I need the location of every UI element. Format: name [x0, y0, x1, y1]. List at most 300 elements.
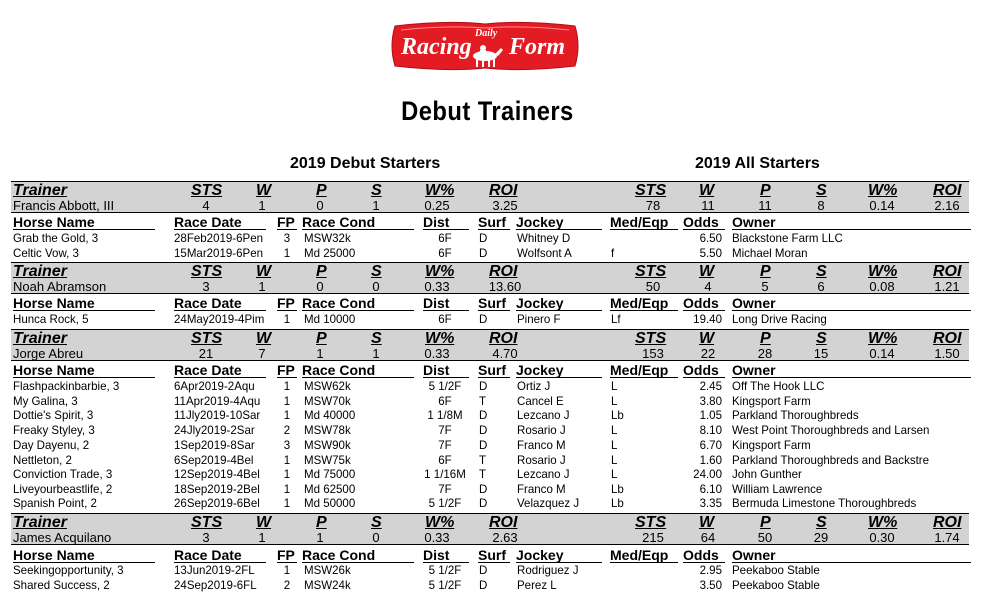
med-eqp: L	[611, 467, 618, 481]
race-condition: Md 50000	[304, 496, 356, 510]
surface: D	[479, 246, 488, 260]
surface: D	[479, 563, 488, 577]
distance: 7F	[438, 438, 452, 452]
odds: 6.10	[699, 482, 722, 496]
odds: 1.60	[699, 453, 722, 467]
odds-header: Odds	[683, 295, 719, 311]
med-eqp: L	[611, 423, 618, 437]
horse-row	[11, 467, 971, 482]
med-eqp-header: Med/Eqp	[610, 547, 669, 563]
debut-s: 0	[372, 530, 380, 545]
jockey: Perez L	[517, 578, 557, 592]
trainer-header-label: Trainer	[13, 514, 67, 531]
trainer-header-label: Trainer	[13, 263, 67, 280]
race-cond-header: Race Cond	[302, 295, 376, 311]
owner-header: Owner	[732, 362, 776, 378]
surface: D	[479, 423, 488, 437]
owner-header: Owner	[732, 214, 776, 230]
jockey: Rodriguez J	[517, 563, 579, 577]
debut-roi: 13.60	[488, 279, 522, 294]
race-condition: Md 10000	[304, 312, 356, 326]
race-date: 26Sep2019-6Bel	[174, 496, 260, 510]
med-eqp: L	[611, 453, 618, 467]
debut-s-header: S	[371, 182, 382, 199]
all-sts: 78	[645, 198, 661, 213]
debut-w: 1	[258, 198, 266, 213]
odds: 24.00	[693, 467, 722, 481]
debut-s-header: S	[371, 330, 382, 347]
surface: T	[479, 467, 487, 481]
distance: 5 1/2F	[428, 563, 462, 577]
all-s: 8	[817, 198, 825, 213]
race-date-header: Race Date	[174, 214, 242, 230]
all-s: 6	[817, 279, 825, 294]
race-condition: MSW78k	[304, 423, 351, 437]
horse-name: Spanish Point, 2	[13, 496, 97, 510]
owner: Parkland Thoroughbreds	[732, 408, 859, 422]
horse-name-header: Horse Name	[13, 214, 95, 230]
debut-sts: 21	[198, 346, 214, 361]
owner: William Lawrence	[732, 482, 823, 496]
all-w-header: W	[699, 330, 715, 347]
race-cond-header: Race Cond	[302, 214, 376, 230]
odds: 1.05	[699, 408, 722, 422]
race-date: 13Jun2019-2FL	[174, 563, 255, 577]
all-p: 11	[758, 198, 772, 213]
all-w: 22	[700, 346, 716, 361]
med-eqp: Lb	[611, 482, 624, 496]
jockey: Wolfsont A	[517, 246, 572, 260]
med-eqp: Lb	[611, 496, 624, 510]
all-wpct-header: W%	[868, 182, 898, 199]
owner: Off The Hook LLC	[732, 379, 825, 393]
debut-p-header: P	[316, 514, 327, 531]
surface: D	[479, 438, 488, 452]
horse-name: Seekingopportunity, 3	[13, 563, 124, 577]
race-condition: MSW24k	[304, 578, 351, 592]
odds: 3.50	[699, 578, 722, 592]
debut-wpct: 0.33	[424, 530, 450, 545]
debut-w-header: W	[256, 514, 272, 531]
debut-sts: 3	[202, 279, 210, 294]
odds: 6.70	[699, 438, 722, 452]
odds: 6.50	[699, 231, 722, 245]
odds-header: Odds	[683, 214, 719, 230]
horse-name: Liveyourbeastlife, 2	[13, 482, 113, 496]
debut-s: 1	[372, 198, 380, 213]
surface: D	[479, 482, 488, 496]
debut-wpct: 0.25	[424, 198, 450, 213]
owner: Kingsport Farm	[732, 394, 811, 408]
med-eqp: L	[611, 394, 618, 408]
horse-name: Grab the Gold, 3	[13, 231, 99, 245]
surface: D	[479, 379, 488, 393]
jockey-header: Jockey	[516, 214, 564, 230]
debut-wpct: 0.33	[424, 346, 450, 361]
debut-sts-header: STS	[191, 263, 223, 280]
distance: 7F	[438, 482, 452, 496]
jockey: Rosario J	[517, 453, 566, 467]
jockey: Ortiz J	[517, 379, 551, 393]
debut-roi-header: ROI	[489, 182, 518, 199]
debut-roi: 4.70	[492, 346, 518, 361]
distance: 6F	[438, 453, 452, 467]
horse-header-row	[11, 362, 971, 378]
trainer-row	[11, 262, 969, 294]
odds: 2.45	[699, 379, 722, 393]
distance: 6F	[438, 231, 452, 245]
trainer-header-label: Trainer	[13, 330, 67, 347]
all-sts-header: STS	[635, 182, 667, 199]
owner: John Gunther	[732, 467, 802, 481]
distance: 6F	[438, 246, 452, 260]
distance: 5 1/2F	[428, 496, 462, 510]
all-p: 28	[757, 346, 773, 361]
debut-w: 1	[258, 279, 266, 294]
dist-header: Dist	[423, 547, 450, 563]
trainer-row	[11, 181, 969, 213]
debut-s-header: S	[371, 263, 382, 280]
race-date: 12Sep2019-4Bel	[174, 467, 260, 481]
race-date-header: Race Date	[174, 547, 242, 563]
debut-s-header: S	[371, 514, 382, 531]
all-s-header: S	[816, 263, 827, 280]
odds: 3.80	[699, 394, 722, 408]
surface: T	[479, 453, 487, 467]
all-w: 11	[701, 198, 715, 213]
all-p-header: P	[760, 514, 771, 531]
all-sts-header: STS	[635, 263, 667, 280]
race-cond-header: Race Cond	[302, 547, 376, 563]
owner: Peekaboo Stable	[732, 578, 820, 592]
surf-header: Surf	[478, 214, 506, 230]
all-w: 64	[700, 530, 716, 545]
surface: T	[479, 394, 487, 408]
all-roi: 1.50	[934, 346, 960, 361]
owner: Michael Moran	[732, 246, 808, 260]
race-date: 11Apr2019-4Aqu	[174, 394, 261, 408]
race-date: 11Jly2019-10Sar	[174, 408, 261, 422]
debut-roi: 3.25	[492, 198, 518, 213]
fp-header: FP	[277, 295, 295, 311]
finish-position: 1	[283, 394, 291, 408]
finish-position: 1	[283, 482, 291, 496]
debut-wpct-header: W%	[425, 330, 455, 347]
finish-position: 1	[283, 379, 291, 393]
trainer-row	[11, 513, 969, 545]
odds-header: Odds	[683, 547, 719, 563]
jockey-header: Jockey	[516, 362, 564, 378]
race-condition: Md 25000	[304, 246, 356, 260]
jockey: Rosario J	[517, 423, 566, 437]
jockey: Lezcano J	[517, 467, 570, 481]
debut-sts: 4	[202, 198, 210, 213]
distance: 7F	[438, 423, 452, 437]
race-date-header: Race Date	[174, 362, 242, 378]
med-eqp: Lf	[611, 312, 621, 326]
all-sts: 215	[642, 530, 664, 545]
odds: 19.40	[693, 312, 722, 326]
distance: 1 1/16M	[424, 467, 466, 481]
jockey-header: Jockey	[516, 295, 564, 311]
owner: Peekaboo Stable	[732, 563, 820, 577]
surface: D	[479, 578, 488, 592]
all-w-header: W	[699, 514, 715, 531]
odds: 2.95	[699, 563, 722, 577]
horse-row	[11, 453, 971, 468]
dist-header: Dist	[423, 295, 450, 311]
horse-name: Celtic Vow, 3	[13, 246, 79, 260]
race-date: 15Mar2019-6Pen	[174, 246, 264, 260]
surface: D	[479, 496, 488, 510]
page-title: Debut Trainers	[401, 96, 574, 126]
race-condition: MSW62k	[304, 379, 351, 393]
finish-position: 2	[283, 578, 291, 592]
owner: Kingsport Farm	[732, 438, 811, 452]
race-cond-header: Race Cond	[302, 362, 376, 378]
horse-name: Day Dayenu, 2	[13, 438, 90, 452]
finish-position: 3	[283, 231, 291, 245]
race-condition: Md 75000	[304, 467, 356, 481]
finish-position: 1	[283, 246, 291, 260]
med-eqp-header: Med/Eqp	[610, 214, 669, 230]
all-w-header: W	[699, 263, 715, 280]
finish-position: 1	[283, 467, 291, 481]
distance: 6F	[438, 312, 452, 326]
horse-row	[11, 246, 971, 261]
all-sts: 153	[642, 346, 664, 361]
jockey: Franco M	[517, 438, 566, 452]
debut-wpct-header: W%	[425, 514, 455, 531]
horse-row	[11, 482, 971, 497]
race-condition: Md 62500	[304, 482, 356, 496]
race-date: 18Sep2019-2Bel	[174, 482, 260, 496]
all-wpct: 0.08	[869, 279, 895, 294]
horse-name-header: Horse Name	[13, 547, 95, 563]
race-date: 6Sep2019-4Bel	[174, 453, 254, 467]
odds: 5.50	[699, 246, 722, 260]
fp-header: FP	[277, 362, 295, 378]
med-eqp: L	[611, 438, 618, 452]
horse-row	[11, 578, 971, 593]
med-eqp-header: Med/Eqp	[610, 295, 669, 311]
section-title-all: 2019 All Starters	[695, 155, 820, 172]
all-roi-header: ROI	[933, 182, 962, 199]
race-date-header: Race Date	[174, 295, 242, 311]
horse-row	[11, 423, 971, 438]
race-date: 24Jly2019-2Sar	[174, 423, 255, 437]
all-s-header: S	[816, 182, 827, 199]
trainer-header-label: Trainer	[13, 182, 67, 199]
section-title-debut: 2019 Debut Starters	[290, 155, 441, 172]
horse-row	[11, 231, 971, 246]
all-wpct: 0.30	[869, 530, 895, 545]
logo-word-daily: Daily	[475, 28, 498, 39]
all-p-header: P	[760, 330, 771, 347]
med-eqp: f	[611, 246, 615, 260]
owner: Bermuda Limestone Thoroughbreds	[732, 496, 917, 510]
racing-form-logo	[387, 16, 583, 76]
debut-roi: 2.63	[492, 530, 518, 545]
debut-p: 1	[316, 346, 324, 361]
debut-w-header: W	[256, 182, 272, 199]
logo-graphic	[387, 16, 583, 76]
all-wpct-header: W%	[868, 330, 898, 347]
horse-row	[11, 408, 971, 423]
finish-position: 1	[283, 496, 291, 510]
owner: West Point Thoroughbreds and Larsen	[732, 423, 930, 437]
all-wpct: 0.14	[869, 346, 895, 361]
debut-w: 1	[258, 530, 266, 545]
debut-sts: 3	[202, 530, 210, 545]
horse-name: Freaky Styley, 3	[13, 423, 95, 437]
horse-name: Flashpackinbarbie, 3	[13, 379, 120, 393]
horse-header-row	[11, 214, 971, 230]
owner-header: Owner	[732, 547, 776, 563]
jockey: Franco M	[517, 482, 566, 496]
dist-header: Dist	[423, 362, 450, 378]
all-wpct-header: W%	[868, 263, 898, 280]
horse-header-row	[11, 547, 971, 563]
debut-roi-header: ROI	[489, 263, 518, 280]
debut-w-header: W	[256, 263, 272, 280]
debut-p-header: P	[316, 263, 327, 280]
finish-position: 1	[283, 453, 291, 467]
all-wpct-header: W%	[868, 514, 898, 531]
horse-row	[11, 438, 971, 453]
all-p: 5	[761, 279, 769, 294]
odds-header: Odds	[683, 362, 719, 378]
horse-name-header: Horse Name	[13, 362, 95, 378]
all-roi-header: ROI	[933, 263, 962, 280]
all-s: 15	[813, 346, 829, 361]
jockey: Pinero F	[517, 312, 561, 326]
debut-p: 0	[316, 198, 324, 213]
debut-w-header: W	[256, 330, 272, 347]
dist-header: Dist	[423, 214, 450, 230]
distance: 1 1/8M	[427, 408, 463, 422]
all-w: 4	[704, 279, 712, 294]
jockey: Cancel E	[517, 394, 564, 408]
debut-wpct-header: W%	[425, 182, 455, 199]
surf-header: Surf	[478, 295, 506, 311]
all-roi: 1.21	[934, 279, 960, 294]
surf-header: Surf	[478, 547, 506, 563]
surface: D	[479, 408, 488, 422]
finish-position: 1	[283, 312, 291, 326]
all-s: 29	[813, 530, 829, 545]
logo-word-racing: Racing	[401, 34, 472, 60]
horse-name: My Galina, 3	[13, 394, 78, 408]
horse-row	[11, 563, 971, 578]
jockey-header: Jockey	[516, 547, 564, 563]
horse-row	[11, 312, 971, 327]
distance: 5 1/2F	[428, 578, 462, 592]
horse-name: Conviction Trade, 3	[13, 467, 113, 481]
race-date: 24Sep2019-6FL	[174, 578, 257, 592]
surface: D	[479, 312, 488, 326]
trainer-name: James Acquilano	[13, 530, 112, 545]
debut-sts-header: STS	[191, 330, 223, 347]
debut-w: 7	[258, 346, 266, 361]
trainer-name: Francis Abbott, III	[13, 198, 115, 213]
med-eqp: L	[611, 379, 618, 393]
horse-name: Nettleton, 2	[13, 453, 72, 467]
owner: Blackstone Farm LLC	[732, 231, 843, 245]
horse-header-row	[11, 295, 971, 311]
debut-sts-header: STS	[191, 182, 223, 199]
owner: Parkland Thoroughbreds and Backstre	[732, 453, 930, 467]
debut-p: 0	[316, 279, 324, 294]
owner-header: Owner	[732, 295, 776, 311]
surface: D	[479, 231, 488, 245]
trainer-name: Jorge Abreu	[13, 346, 84, 361]
horse-name-header: Horse Name	[13, 295, 95, 311]
debut-p-header: P	[316, 330, 327, 347]
debut-sts-header: STS	[191, 514, 223, 531]
race-date: 28Feb2019-6Pen	[174, 231, 264, 245]
med-eqp-header: Med/Eqp	[610, 362, 669, 378]
all-s-header: S	[816, 330, 827, 347]
all-p-header: P	[760, 263, 771, 280]
all-roi: 2.16	[934, 198, 960, 213]
race-condition: MSW75k	[304, 453, 351, 467]
debut-wpct-header: W%	[425, 263, 455, 280]
debut-p-header: P	[316, 182, 327, 199]
surf-header: Surf	[478, 362, 506, 378]
all-sts: 50	[645, 279, 661, 294]
race-date: 1Sep2019-8Sar	[174, 438, 255, 452]
horse-row	[11, 394, 971, 409]
race-condition: Md 40000	[304, 408, 356, 422]
odds: 3.35	[699, 496, 722, 510]
finish-position: 1	[283, 563, 291, 577]
fp-header: FP	[277, 214, 295, 230]
debut-s: 1	[372, 346, 380, 361]
debut-roi-header: ROI	[489, 330, 518, 347]
trainer-row	[11, 329, 969, 361]
race-condition: MSW32k	[304, 231, 351, 245]
debut-s: 0	[372, 279, 380, 294]
all-wpct: 0.14	[869, 198, 895, 213]
finish-position: 3	[283, 438, 291, 452]
jockey: Whitney D	[517, 231, 571, 245]
fp-header: FP	[277, 547, 295, 563]
jockey: Lezcano J	[517, 408, 570, 422]
race-date: 24May2019-4Pim	[174, 312, 265, 326]
race-date: 6Apr2019-2Aqu	[174, 379, 255, 393]
race-condition: MSW26k	[304, 563, 351, 577]
finish-position: 1	[283, 408, 291, 422]
all-sts-header: STS	[635, 330, 667, 347]
finish-position: 2	[283, 423, 291, 437]
horse-name: Shared Success, 2	[13, 578, 110, 592]
all-roi: 1.74	[934, 530, 960, 545]
debut-p: 1	[316, 530, 324, 545]
horse-name: Hunca Rock, 5	[13, 312, 89, 326]
all-s-header: S	[816, 514, 827, 531]
horse-name: Dottie's Spirit, 3	[13, 408, 94, 422]
race-condition: MSW70k	[304, 394, 351, 408]
all-p-header: P	[760, 182, 771, 199]
all-roi-header: ROI	[933, 330, 962, 347]
logo-word-form: Form	[509, 34, 566, 60]
med-eqp: Lb	[611, 408, 624, 422]
all-roi-header: ROI	[933, 514, 962, 531]
horse-row	[11, 379, 971, 394]
debut-roi-header: ROI	[489, 514, 518, 531]
jockey: Velazquez J	[517, 496, 580, 510]
